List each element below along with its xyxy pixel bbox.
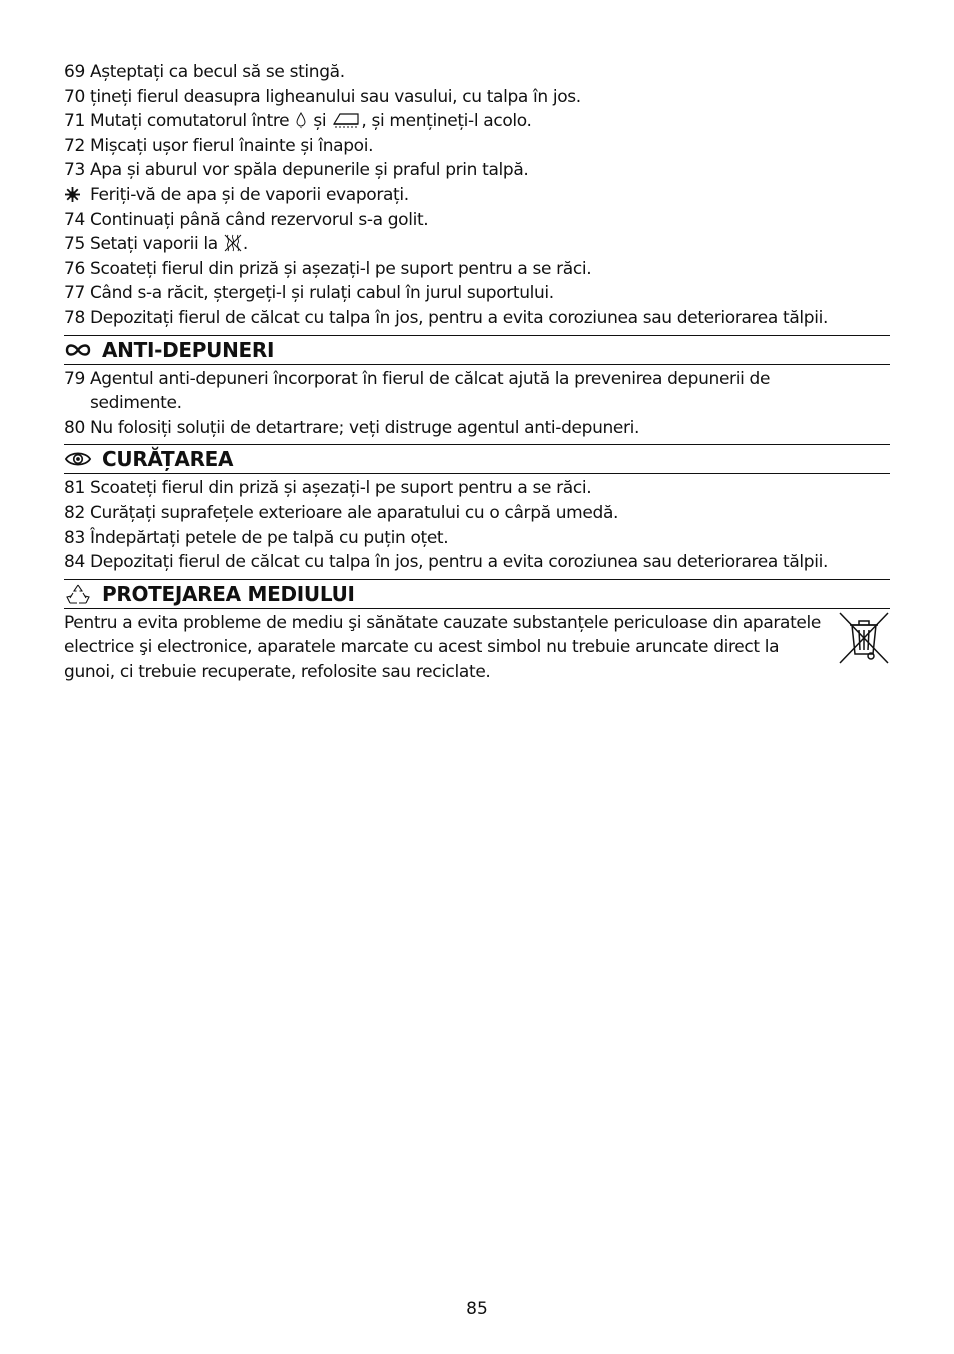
warning-line: Feriți-vă de apa și de vaporii evaporați. — [64, 183, 890, 208]
section-header-cleaning — [64, 444, 890, 474]
step-79: 79 Agentul anti-depuneri încorporat în fierul de călcat ajută la prevenirea depunerii de — [64, 368, 771, 389]
step-74: 74 Continuați până când rezervorul s-a golit. — [64, 209, 429, 230]
step-84: 84 Depozitați fierul de călcat cu talpa în jos, pentru a evita coroziunea sau deteriorarea tălpii. — [64, 552, 829, 573]
step-82: 82 Curățați suprafețele exterioare ale aparatului cu o cârpă umedă. — [64, 502, 619, 523]
environment-block — [64, 611, 890, 685]
section-header-environment — [64, 579, 890, 609]
eye-icon — [64, 449, 92, 469]
step-72: 72 Mișcați ușor fierul înainte și înapoi. — [64, 135, 374, 156]
step-83: 83 Îndepărtați petele de pe talpă cu puțin oțet. — [64, 527, 449, 548]
environment-notice: Pentru a evita probleme de mediu şi sănătate cauzate substanțele periculoase din aparatele electrice şi electronice, aparatele marcate cu acest simbol nu trebuie aruncate direct la gunoi, ci trebuie recuperate, refolosite sau reciclate. — [64, 612, 822, 682]
manual-page — [64, 60, 890, 684]
step-80: 80 Nu folosiți soluții de detartrare; veți distruge agentul anti-depuneri. — [64, 417, 640, 438]
step-69: 69 Așteptați ca becul să se stingă. — [64, 62, 345, 82]
steam-off-icon — [223, 233, 243, 260]
step-79-continuation: sedimente. — [90, 393, 182, 414]
step-70: 70 țineți fierul deasupra ligheanului sau vasului, cu talpa în jos. — [64, 86, 581, 107]
step-81: 81 Scoateți fierul din priză și așezați-l pe suport pentru a se răci. — [64, 478, 592, 499]
recycle-icon — [64, 584, 92, 604]
step-73: 73 Apa și aburul vor spăla depunerile și praful prin talpă. — [64, 160, 529, 181]
step-78: 78 Depozitați fierul de călcat cu talpa în jos, pentru a evita coroziunea sau deteriorarea tălpii. — [64, 307, 829, 328]
section-title-cleaning: CURĂȚAREA — [102, 447, 234, 472]
step-75: 75 Setați vaporii la . — [64, 232, 890, 257]
section-header-anti-scale — [64, 335, 890, 365]
crossed-wheelie-bin-icon — [838, 611, 890, 669]
page-number: 85 — [466, 1299, 488, 1319]
section-title-environment: PROTEJAREA MEDIULUI — [102, 581, 355, 606]
section-title-anti-scale: ANTI-DEPUNERI — [102, 337, 275, 362]
step-77: 77 Când s-a răcit, ștergeți-l și rulați cabul în jurul suportului. — [64, 283, 554, 304]
infinity-icon — [64, 340, 92, 360]
step-76: 76 Scoateți fierul din priză și așezați-l pe suport pentru a se răci. — [64, 258, 592, 279]
step-71: 71 Mutați comutatorul între și , și mențineți-l acolo. — [64, 109, 890, 134]
